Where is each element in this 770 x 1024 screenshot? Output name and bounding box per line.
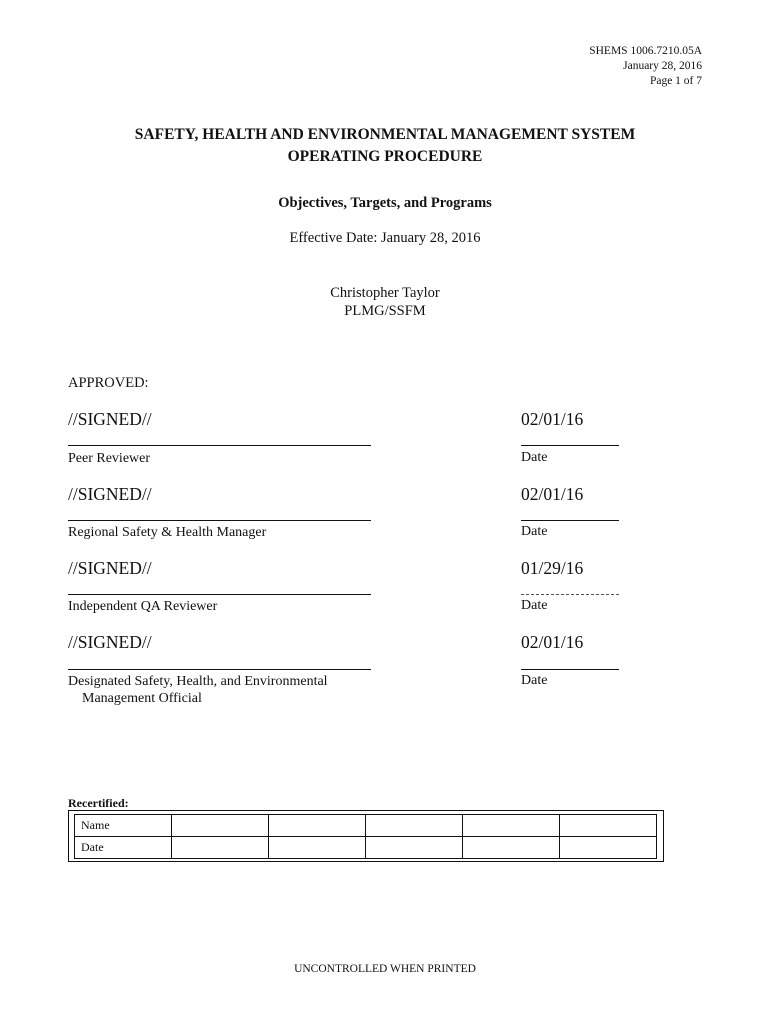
signature-date-peer-reviewer: 02/01/16 [521, 409, 584, 429]
recert-date-cell[interactable] [463, 837, 560, 859]
signature-line [68, 669, 371, 670]
title-line-1: SAFETY, HEALTH AND ENVIRONMENTAL MANAGEMENT SYSTEM [134, 126, 636, 143]
author-org: PLMG/SSFM [344, 303, 426, 319]
signature-date-regional-manager: 02/01/16 [521, 484, 584, 504]
date-line [521, 669, 619, 670]
page-number: Page 1 of 7 [649, 75, 702, 87]
date-label: Date [521, 450, 548, 465]
recert-date-cell[interactable] [366, 837, 463, 859]
approved-label: APPROVED: [68, 375, 149, 391]
uncontrolled-footer: UNCONTROLLED WHEN PRINTED [294, 963, 476, 975]
procedure-subtitle: Objectives, Targets, and Programs [278, 195, 492, 211]
document-number: SHEMS 1006.7210.05A [589, 45, 702, 57]
recert-name-cell[interactable] [172, 815, 269, 837]
recert-name-label: Name [75, 815, 172, 837]
role-she-official [68, 673, 328, 707]
recertified-label: Recertified: [68, 796, 129, 810]
document-info [589, 44, 702, 89]
document-title [0, 124, 770, 168]
date-line [521, 520, 619, 521]
signature-date-qa-reviewer: 01/29/16 [521, 558, 584, 578]
recert-name-cell[interactable] [463, 815, 560, 837]
role-regional-manager: Regional Safety & Health Manager [68, 525, 267, 540]
recert-name-cell[interactable] [366, 815, 463, 837]
role-qa-reviewer: Independent QA Reviewer [68, 599, 218, 614]
date-label: Date [521, 673, 548, 688]
recert-date-cell[interactable] [172, 837, 269, 859]
document-date: January 28, 2016 [623, 60, 702, 72]
signature-regional-manager: //SIGNED// [68, 484, 152, 504]
signature-date-she-official: 02/01/16 [521, 632, 584, 652]
title-line-2: OPERATING PROCEDURE [287, 148, 483, 165]
date-line [521, 594, 619, 595]
role-she-official-line-2: Management Official [82, 691, 202, 706]
recert-name-cell[interactable] [269, 815, 366, 837]
recertified-table [74, 814, 657, 859]
effective-date: Effective Date: January 28, 2016 [289, 230, 481, 246]
recert-date-cell[interactable] [560, 837, 657, 859]
date-label: Date [521, 598, 548, 613]
signature-qa-reviewer: //SIGNED// [68, 558, 152, 578]
role-she-official-line-1: Designated Safety, Health, and Environmental [68, 674, 328, 689]
date-label: Date [521, 524, 548, 539]
signature-line [68, 520, 371, 521]
date-line [521, 445, 619, 446]
table-row [75, 815, 657, 837]
signature-she-official: //SIGNED// [68, 632, 152, 652]
author-block [0, 284, 770, 320]
table-row [75, 837, 657, 859]
recert-date-cell[interactable] [269, 837, 366, 859]
recert-date-label: Date [75, 837, 172, 859]
signature-line [68, 445, 371, 446]
signature-line [68, 594, 371, 595]
signature-peer-reviewer: //SIGNED// [68, 409, 152, 429]
recertified-table-frame [68, 810, 664, 862]
role-peer-reviewer: Peer Reviewer [68, 451, 151, 466]
author-name: Christopher Taylor [330, 285, 440, 301]
recert-name-cell[interactable] [560, 815, 657, 837]
